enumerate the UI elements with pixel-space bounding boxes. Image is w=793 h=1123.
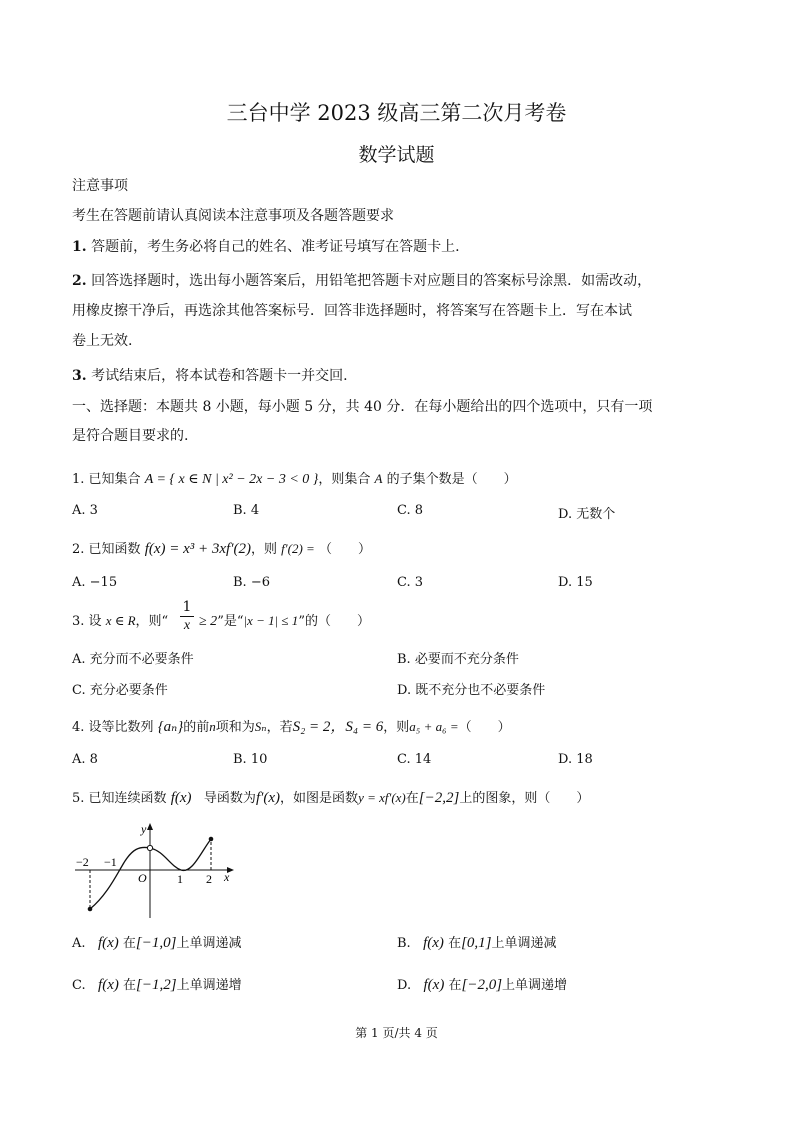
q5-option-b-tail: 上单调递减 bbox=[491, 936, 557, 951]
q2-option-a: A. −15 bbox=[72, 575, 118, 590]
q3-option-b: B. 必要而不充分条件 bbox=[397, 652, 519, 667]
question-4-condition: S₂ = 2，S₄ = 6 bbox=[292, 719, 384, 735]
question-1-tail: 的子集个数是（ ） bbox=[386, 472, 517, 487]
endpoint-left bbox=[88, 907, 93, 912]
y-axis-label: y bbox=[141, 822, 147, 836]
page-footer: 第 1 页/共 4 页 bbox=[355, 1026, 438, 1040]
question-1-set: A = { x ∈ N | x² − 2x − 3 < 0 } bbox=[144, 472, 319, 487]
question-4-n: n bbox=[209, 719, 216, 734]
question-4-tail: （ ） bbox=[458, 720, 511, 735]
q3-option-c: C. 充分必要条件 bbox=[72, 683, 168, 698]
y-axis-arrow-icon bbox=[147, 823, 153, 830]
origin-label: O bbox=[138, 871, 147, 885]
fraction-denominator: x bbox=[183, 618, 191, 633]
question-5-interval: [−2,2] bbox=[418, 790, 460, 806]
question-4-lead: 4. 设等比数列 bbox=[72, 720, 154, 735]
question-5-mid-2: ，如图是函数 bbox=[280, 791, 359, 806]
question-3-abs-expression: |x − 1| ≤ 1 bbox=[243, 613, 299, 628]
q5-option-a bbox=[72, 932, 241, 952]
question-4-ask: a₅ + a₆ = bbox=[409, 719, 459, 734]
notice-item-2-line-2: 用橡皮擦干净后，再选涂其他答案标号．回答非选择题时，将答案写在答题卡上．写在本试 bbox=[72, 303, 632, 319]
section-1-heading: 一、选择题：本题共 8 小题，每小题 5 分，共 40 分．在每小题给出的四个选项中，只有一项 bbox=[72, 399, 653, 415]
tick-label-neg2: −2 bbox=[76, 855, 89, 869]
open-point-origin bbox=[147, 845, 152, 850]
notice-item-2-number: 2. bbox=[72, 273, 87, 289]
q4-option-c: C. 14 bbox=[397, 752, 432, 767]
q5-option-b bbox=[397, 932, 557, 952]
exam-title: 三台中学 2023 级高三第二次月考卷 bbox=[226, 101, 567, 125]
q1-option-d: D. 无数个 bbox=[558, 507, 616, 522]
question-5-fprime: f′(x) bbox=[255, 790, 281, 806]
q5-option-d bbox=[397, 974, 567, 994]
q4-option-b: B. 10 bbox=[233, 752, 268, 767]
q3-option-d: D. 既不充分也不必要条件 bbox=[397, 683, 546, 698]
notice-item-3-text: 考试结束后，将本试卷和答题卡一并交回. bbox=[91, 368, 348, 384]
question-4-stem bbox=[72, 715, 511, 736]
question-2-tail: （ ） bbox=[318, 542, 371, 557]
question-3-stem-rest bbox=[199, 610, 370, 630]
question-5-mid-1: 导函数为 bbox=[203, 791, 256, 806]
notice-item-2-line-1: 回答选择题时，选出每小题答案后，用铅笔把答题卡对应题目的答案标号涂黑．如需改动， bbox=[91, 273, 652, 289]
question-2-mid: ，则 bbox=[251, 542, 278, 557]
question-3-quote-mid: ”是“ bbox=[217, 614, 244, 629]
derivative-graph bbox=[70, 818, 240, 922]
question-4-mid-3: ，若 bbox=[266, 720, 293, 735]
notice-item-1-number: 1. bbox=[72, 239, 87, 255]
exam-subtitle: 数学试题 bbox=[358, 144, 435, 166]
question-2-ask: f′(2) = bbox=[281, 541, 315, 556]
fraction-numerator: 1 bbox=[182, 599, 192, 615]
question-3-inequality: ≥ 2 bbox=[199, 614, 218, 629]
q1-option-b: B. 4 bbox=[233, 503, 260, 518]
q5-option-b-label: B. bbox=[397, 936, 411, 951]
q5-option-c-f: f(x) bbox=[98, 977, 119, 993]
q5-option-c-tail: 上单调递增 bbox=[176, 978, 242, 993]
notice-heading: 注意事项 bbox=[72, 178, 128, 194]
q5-option-a-f: f(x) bbox=[97, 935, 119, 951]
q2-option-d: D. 15 bbox=[558, 575, 593, 590]
q5-option-b-interval: [0,1] bbox=[461, 935, 492, 951]
q4-option-a: A. 8 bbox=[72, 752, 98, 767]
question-3-fraction bbox=[180, 599, 194, 634]
question-5-mid-3: 在 bbox=[405, 791, 419, 806]
q5-option-b-f: f(x) bbox=[423, 935, 444, 951]
question-1-lead: 1. 已知集合 bbox=[72, 472, 141, 487]
question-4-sn: Sₙ bbox=[254, 719, 267, 734]
question-4-mid-2: 项和为 bbox=[215, 720, 255, 735]
question-5-stem bbox=[72, 787, 589, 807]
section-1-heading-line-2: 是符合题目要求的. bbox=[72, 428, 189, 444]
notice-item-1 bbox=[72, 237, 460, 257]
q5-option-a-interval: [−1,0] bbox=[135, 935, 177, 951]
notice-intro: 考生在答题前请认真阅读本注意事项及各题答题要求 bbox=[72, 208, 394, 224]
q5-option-c-in: 在 bbox=[123, 978, 137, 993]
question-2-lead: 2. 已知函数 bbox=[72, 542, 141, 557]
q5-option-b-in: 在 bbox=[448, 936, 462, 951]
q5-option-c bbox=[72, 974, 242, 994]
question-2-stem bbox=[72, 538, 371, 558]
notice-item-3 bbox=[72, 366, 348, 386]
question-4-mid-4: ，则 bbox=[383, 720, 410, 735]
q5-option-c-interval: [−1,2] bbox=[136, 977, 177, 993]
q3-option-a: A. 充分而不必要条件 bbox=[72, 652, 194, 667]
q5-option-d-in: 在 bbox=[448, 978, 462, 993]
q5-option-a-label: A. bbox=[72, 936, 86, 951]
question-1-var: A bbox=[374, 471, 383, 486]
q5-option-a-in: 在 bbox=[122, 936, 136, 951]
question-4-mid-1: 的前 bbox=[183, 720, 210, 735]
q1-option-c: C. 8 bbox=[397, 503, 424, 518]
q2-option-c: C. 3 bbox=[397, 575, 424, 590]
q5-option-d-tail: 上单调递增 bbox=[502, 978, 568, 993]
q5-option-d-f: f(x) bbox=[423, 977, 445, 993]
fraction-bar bbox=[180, 616, 194, 617]
q5-option-a-tail: 上单调递减 bbox=[176, 936, 242, 951]
endpoint-right bbox=[209, 837, 214, 842]
q5-option-c-label: C. bbox=[72, 978, 86, 993]
q5-option-d-label: D. bbox=[397, 978, 412, 993]
tick-label-1: 1 bbox=[177, 872, 183, 886]
notice-item-1-text: 答题前，考生务必将自己的姓名、准考证号填写在答题卡上. bbox=[91, 239, 460, 255]
question-5-tail: 上的图象，则（ ） bbox=[459, 791, 590, 806]
question-4-sequence: {aₙ} bbox=[157, 719, 184, 735]
question-3-stem bbox=[72, 610, 168, 629]
question-3-condition: x ∈ R bbox=[105, 613, 136, 628]
question-2-function: f(x) = x³ + 3xf′(2) bbox=[144, 541, 251, 557]
question-1-mid: ，则集合 bbox=[318, 472, 371, 487]
notice-item-3-number: 3. bbox=[72, 368, 87, 384]
question-5-lead: 5. 已知连续函数 bbox=[72, 791, 167, 806]
notice-item-2 bbox=[72, 271, 651, 291]
question-3-quote-open: ，则“ bbox=[135, 614, 169, 629]
x-axis-label: x bbox=[224, 870, 230, 884]
notice-item-2-line-3: 卷上无效. bbox=[72, 333, 133, 349]
q4-option-d: D. 18 bbox=[558, 752, 593, 767]
question-1-stem bbox=[72, 468, 517, 488]
tick-label-neg1: −1 bbox=[104, 855, 117, 869]
question-3-lead: 3. 设 bbox=[72, 614, 102, 629]
tick-label-2: 2 bbox=[206, 872, 212, 886]
q5-option-d-interval: [−2,0] bbox=[461, 977, 503, 993]
q2-option-b: B. −6 bbox=[233, 575, 270, 590]
question-5-f: f(x) bbox=[170, 790, 192, 806]
question-5-yfx: y = xf′(x) bbox=[358, 790, 406, 805]
question-3-tail: ”的（ ） bbox=[298, 614, 370, 629]
q1-option-a: A. 3 bbox=[72, 503, 98, 518]
